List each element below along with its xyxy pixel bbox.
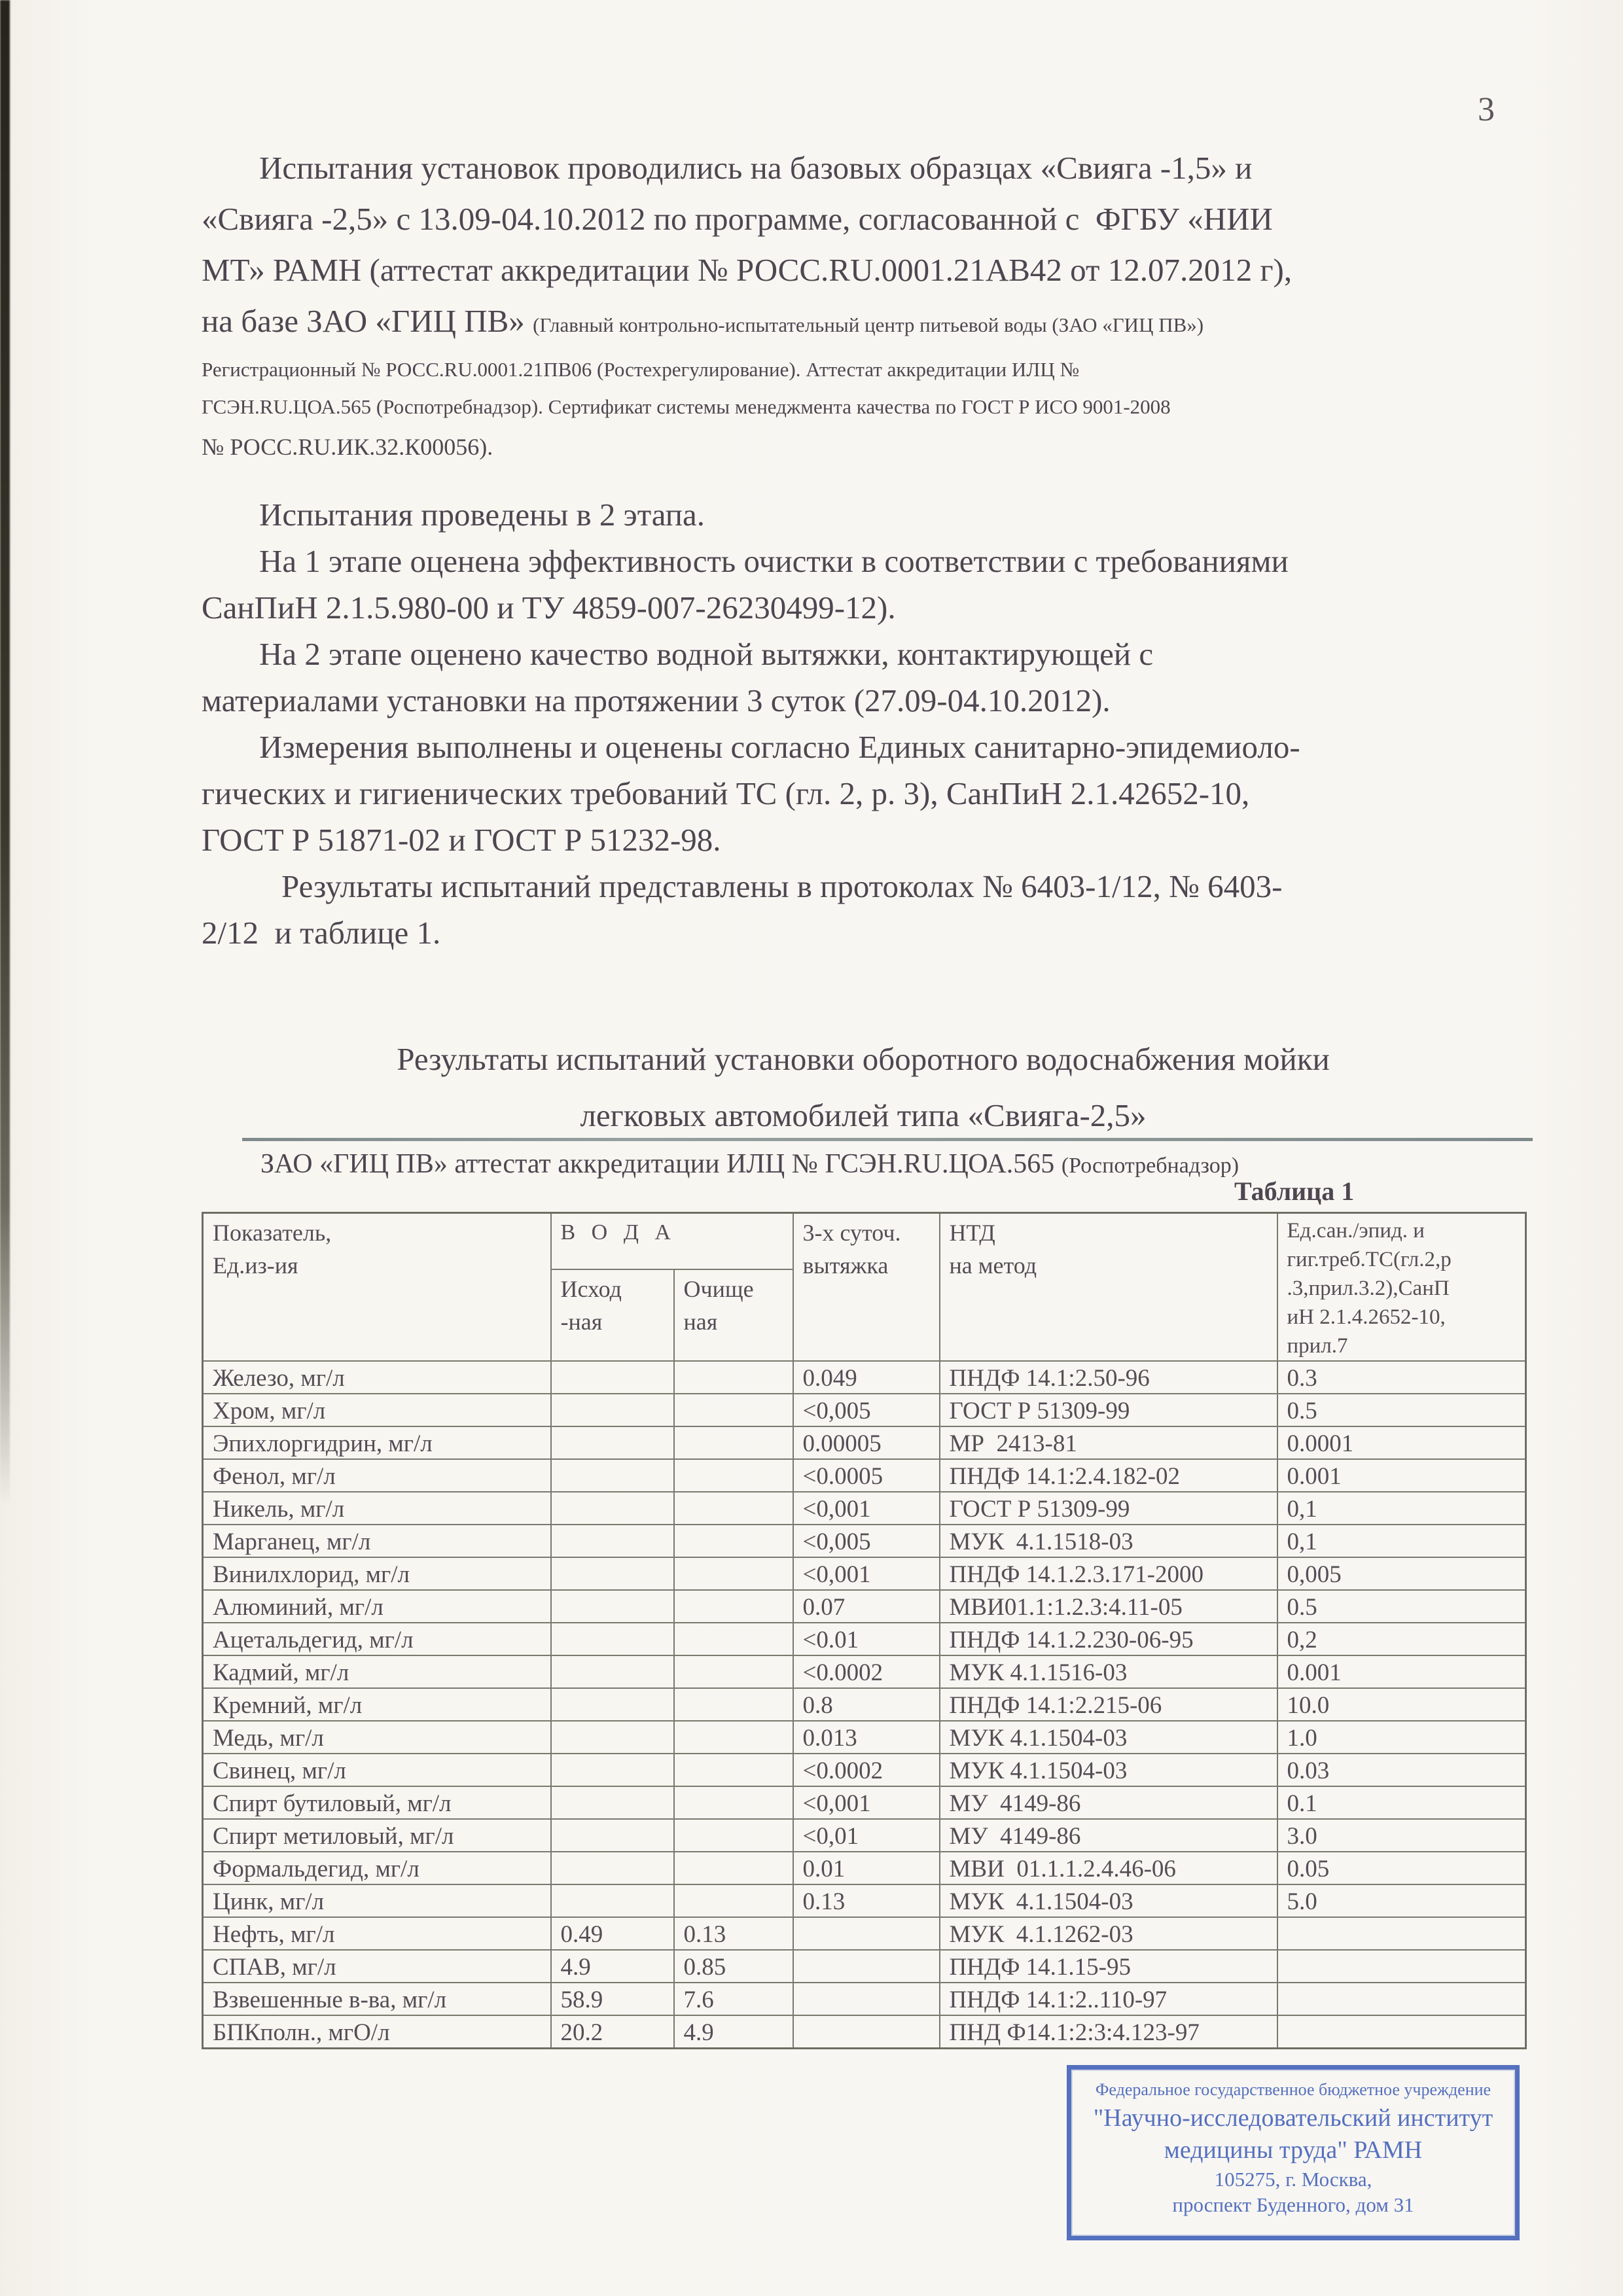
indicator-cell: Формальдегид, мг/л xyxy=(203,1852,551,1884)
source-value-cell: 0.49 xyxy=(551,1917,674,1950)
method-cell: ПНД Ф14.1:2:3:4.123-97 xyxy=(940,2015,1277,2049)
text-segment: гических и гигиенических требований ТС (гл. 2, р. 3), СанПиН 2.1.42652-10, xyxy=(202,775,1250,811)
purified-value-cell xyxy=(674,1721,793,1754)
text-segment: № РОСС.RU.ИК.32.К00056). xyxy=(202,434,493,460)
indicator-cell: Эпихлоргидрин, мг/л xyxy=(203,1426,551,1459)
table-title-line1: Результаты испытаний установки оборотного водоснабжения мойки xyxy=(397,1041,1330,1077)
text-line xyxy=(202,678,1510,724)
purified-value-cell xyxy=(674,1819,793,1852)
indicator-cell: Свинец, мг/л xyxy=(203,1754,551,1786)
indicator-cell: Марганец, мг/л xyxy=(203,1525,551,1557)
purified-value-cell: 0.13 xyxy=(674,1917,793,1950)
text-segment: На 1 этапе оценена эффективность очистки в соответствии с требованиями xyxy=(259,543,1289,579)
table-row xyxy=(203,1623,1526,1655)
purified-value-cell xyxy=(674,1786,793,1819)
norm-cell: 0.0001 xyxy=(1277,1426,1526,1459)
text-line xyxy=(202,194,1510,245)
extract-value-cell xyxy=(793,2015,940,2049)
table-row xyxy=(203,1525,1526,1557)
purified-value-cell: 7.6 xyxy=(674,1983,793,2015)
institute-stamp xyxy=(1067,2065,1520,2240)
norm-cell: 3.0 xyxy=(1277,1819,1526,1852)
text-line xyxy=(202,539,1510,585)
table-row xyxy=(203,1426,1526,1459)
table-row xyxy=(203,1459,1526,1492)
results-table xyxy=(202,1212,1527,2049)
text-line xyxy=(202,724,1510,771)
norm-cell xyxy=(1277,2015,1526,2049)
source-value-cell xyxy=(551,1557,674,1590)
extract-value-cell: <0.01 xyxy=(793,1623,940,1655)
table-row xyxy=(203,1590,1526,1623)
text-segment: «Свияга -2,5» с 13.09-04.10.2012 по программе, согласованной с ФГБУ «НИИ xyxy=(202,201,1273,237)
source-value-cell xyxy=(551,1394,674,1426)
extract-value-cell: <0,001 xyxy=(793,1557,940,1590)
paragraph-accreditation xyxy=(202,143,1510,468)
lab-accreditation-paren: (Роспотребнадзор) xyxy=(1061,1154,1240,1178)
text-line xyxy=(202,817,1510,864)
norm-cell xyxy=(1277,1950,1526,1983)
extract-value-cell xyxy=(793,1917,940,1950)
text-segment: СанПиН 2.1.5.980-00 и ТУ 4859-007-26230499-12). xyxy=(202,590,896,626)
extract-value-cell xyxy=(793,1950,940,1983)
results-table-body xyxy=(203,1361,1526,2049)
method-cell: МУ 4149-86 xyxy=(940,1786,1277,1819)
indicator-cell: Железо, мг/л xyxy=(203,1361,551,1394)
source-value-cell xyxy=(551,1426,674,1459)
indicator-cell: Кадмий, мг/л xyxy=(203,1655,551,1688)
norm-cell: 0.05 xyxy=(1277,1852,1526,1884)
indicator-cell: Никель, мг/л xyxy=(203,1492,551,1525)
text-segment: Результаты испытаний представлены в протоколах № 6403-1/12, № 6403- xyxy=(281,868,1283,904)
text-line xyxy=(202,143,1510,194)
norm-cell: 0.001 xyxy=(1277,1459,1526,1492)
text-line xyxy=(202,492,1510,539)
purified-value-cell: 0.85 xyxy=(674,1950,793,1983)
source-value-cell xyxy=(551,1754,674,1786)
method-cell: ПНДФ 14.1:2.50-96 xyxy=(940,1361,1277,1394)
table-row xyxy=(203,1917,1526,1950)
source-value-cell: 58.9 xyxy=(551,1983,674,2015)
method-cell: ПНДФ 14.1.15-95 xyxy=(940,1950,1277,1983)
purified-value-cell xyxy=(674,1525,793,1557)
indicator-cell: СПАВ, мг/л xyxy=(203,1950,551,1983)
scan-edge-artifact xyxy=(0,0,10,1505)
source-value-cell xyxy=(551,1492,674,1525)
horizontal-rule xyxy=(242,1138,1533,1141)
table-title-line2: легковых автомобилей типа «Свияга-2,5» xyxy=(580,1097,1147,1133)
indicator-cell: Алюминий, мг/л xyxy=(203,1590,551,1623)
norm-cell: 0,1 xyxy=(1277,1492,1526,1525)
norm-cell: 1.0 xyxy=(1277,1721,1526,1754)
method-cell: МУК 4.1.1504-03 xyxy=(940,1754,1277,1786)
method-cell: МУК 4.1.1504-03 xyxy=(940,1884,1277,1917)
text-segment: на базе ЗАО «ГИЦ ПВ» xyxy=(202,303,533,339)
table-row xyxy=(203,1786,1526,1819)
method-cell: МУК 4.1.1518-03 xyxy=(940,1525,1277,1557)
table-row xyxy=(203,1884,1526,1917)
norm-cell: 0.001 xyxy=(1277,1655,1526,1688)
norm-cell: 0,2 xyxy=(1277,1623,1526,1655)
method-cell: ПНДФ 14.1:2.215-06 xyxy=(940,1688,1277,1721)
stamp-line: проспект Буденного, дом 31 xyxy=(1172,2193,1414,2216)
table-row xyxy=(203,1950,1526,1983)
purified-value-cell xyxy=(674,1426,793,1459)
method-cell: МУ 4149-86 xyxy=(940,1819,1277,1852)
norm-cell: 0,1 xyxy=(1277,1525,1526,1557)
source-value-cell xyxy=(551,1590,674,1623)
extract-value-cell: <0,01 xyxy=(793,1819,940,1852)
extract-value-cell: <0,001 xyxy=(793,1786,940,1819)
extract-value-cell: <0.0002 xyxy=(793,1655,940,1688)
text-line xyxy=(202,771,1510,817)
table-row xyxy=(203,1655,1526,1688)
purified-value-cell xyxy=(674,1754,793,1786)
norm-cell: 0.1 xyxy=(1277,1786,1526,1819)
text-line xyxy=(202,425,1510,468)
stamp-line: медицины труда" РАМН xyxy=(1164,2136,1423,2164)
purified-value-cell xyxy=(674,1557,793,1590)
table-title xyxy=(202,1031,1525,1144)
norm-cell: 0.5 xyxy=(1277,1394,1526,1426)
purified-value-cell xyxy=(674,1688,793,1721)
extract-value-cell: 0.07 xyxy=(793,1590,940,1623)
text-line xyxy=(202,245,1510,296)
text-line xyxy=(202,910,1510,957)
text-segment: ГСЭН.RU.ЦОА.565 (Роспотребнадзор). Сертификат системы менеджмента качества по ГОСТ Р ИСО 9001-2008 xyxy=(202,395,1171,418)
source-value-cell xyxy=(551,1361,674,1394)
purified-value-cell xyxy=(674,1394,793,1426)
norm-cell: 10.0 xyxy=(1277,1688,1526,1721)
indicator-cell: Винилхлорид, мг/л xyxy=(203,1557,551,1590)
indicator-cell: Цинк, мг/л xyxy=(203,1884,551,1917)
source-value-cell xyxy=(551,1459,674,1492)
extract-value-cell: <0,001 xyxy=(793,1492,940,1525)
method-cell: ГОСТ Р 51309-99 xyxy=(940,1492,1277,1525)
text-line xyxy=(202,631,1510,678)
extract-value-cell: 0.01 xyxy=(793,1852,940,1884)
extract-value-cell: 0.013 xyxy=(793,1721,940,1754)
stamp-line: Федеральное государственное бюджетное учреждение xyxy=(1095,2080,1491,2099)
text-segment: Измерения выполнены и оценены согласно Единых санитарно-эпидемиоло- xyxy=(259,729,1300,765)
norm-cell xyxy=(1277,1983,1526,2015)
header-purified-water: Очище ная xyxy=(674,1269,793,1361)
table-row xyxy=(203,1852,1526,1884)
source-value-cell: 4.9 xyxy=(551,1950,674,1983)
header-norm: Ед.сан./эпид. и гиг.треб.ТС(гл.2,р .3,прил.3.2),СанП иН 2.1.4.2652-10, прил.7 xyxy=(1277,1213,1526,1362)
paragraph-test-stages xyxy=(202,492,1510,957)
source-value-cell xyxy=(551,1525,674,1557)
purified-value-cell xyxy=(674,1590,793,1623)
table-row xyxy=(203,1492,1526,1525)
purified-value-cell xyxy=(674,1884,793,1917)
purified-value-cell xyxy=(674,1361,793,1394)
norm-cell: 0,005 xyxy=(1277,1557,1526,1590)
text-segment: (Главный контрольно-испытательный центр питьевой воды (ЗАО «ГИЦ ПВ») xyxy=(533,313,1204,336)
text-line xyxy=(202,296,1510,351)
text-line xyxy=(202,585,1510,631)
method-cell: МВИ 01.1.1.2.4.46-06 xyxy=(940,1852,1277,1884)
source-value-cell xyxy=(551,1786,674,1819)
table-row xyxy=(203,1394,1526,1426)
indicator-cell: Кремний, мг/л xyxy=(203,1688,551,1721)
page-number: 3 xyxy=(1478,91,1495,128)
method-cell: МУК 4.1.1504-03 xyxy=(940,1721,1277,1754)
purified-value-cell: 4.9 xyxy=(674,2015,793,2049)
source-value-cell xyxy=(551,1623,674,1655)
table-row xyxy=(203,1721,1526,1754)
table-row xyxy=(203,1754,1526,1786)
header-indicator: Показатель, Ед.из-ия xyxy=(203,1213,551,1362)
norm-cell: 0.5 xyxy=(1277,1590,1526,1623)
extract-value-cell: 0.00005 xyxy=(793,1426,940,1459)
indicator-cell: БПКполн., мгО/л xyxy=(203,2015,551,2049)
extract-value-cell: 0.13 xyxy=(793,1884,940,1917)
text-segment: Испытания установок проводились на базовых образцах «Свияга -1,5» и xyxy=(259,150,1253,186)
norm-cell: 5.0 xyxy=(1277,1884,1526,1917)
header-extract: 3-х суточ. вытяжка xyxy=(793,1213,940,1362)
method-cell: МУК 4.1.1516-03 xyxy=(940,1655,1277,1688)
indicator-cell: Хром, мг/л xyxy=(203,1394,551,1426)
extract-value-cell: <0.0002 xyxy=(793,1754,940,1786)
table-caption: Таблица 1 xyxy=(1234,1176,1355,1206)
text-line xyxy=(202,388,1510,425)
purified-value-cell xyxy=(674,1459,793,1492)
stamp-line: 105275, г. Москва, xyxy=(1214,2168,1372,2191)
norm-cell: 0.3 xyxy=(1277,1361,1526,1394)
extract-value-cell: <0.0005 xyxy=(793,1459,940,1492)
table-row xyxy=(203,1361,1526,1394)
extract-value-cell: <0,005 xyxy=(793,1525,940,1557)
extract-value-cell: 0.8 xyxy=(793,1688,940,1721)
indicator-cell: Спирт метиловый, мг/л xyxy=(203,1819,551,1852)
header-water-group: В О Д А xyxy=(551,1213,793,1270)
method-cell: ПНДФ 14.1.2.230-06-95 xyxy=(940,1623,1277,1655)
table-row xyxy=(203,1983,1526,2015)
indicator-cell: Ацетальдегид, мг/л xyxy=(203,1623,551,1655)
extract-value-cell: 0.049 xyxy=(793,1361,940,1394)
purified-value-cell xyxy=(674,1655,793,1688)
results-table-header xyxy=(203,1213,1526,1362)
method-cell: ПНДФ 14.1.2.3.171-2000 xyxy=(940,1557,1277,1590)
source-value-cell xyxy=(551,1688,674,1721)
method-cell: ПНДФ 14.1:2.4.182-02 xyxy=(940,1459,1277,1492)
text-line xyxy=(202,351,1510,388)
method-cell: ПНДФ 14.1:2..110-97 xyxy=(940,1983,1277,2015)
stamp-line: "Научно-исследовательский институт xyxy=(1093,2104,1493,2132)
indicator-cell: Нефть, мг/л xyxy=(203,1917,551,1950)
purified-value-cell xyxy=(674,1852,793,1884)
text-segment: Испытания проведены в 2 этапа. xyxy=(259,497,705,533)
text-segment: На 2 этапе оценено качество водной вытяжки, контактирующей с xyxy=(259,636,1154,672)
table-row xyxy=(203,1557,1526,1590)
table-row xyxy=(203,2015,1526,2049)
text-segment: материалами установки на протяжении 3 суток (27.09-04.10.2012). xyxy=(202,682,1111,718)
header-source-water: Исход -ная xyxy=(551,1269,674,1361)
indicator-cell: Спирт бутиловый, мг/л xyxy=(203,1786,551,1819)
text-segment: 2/12 и таблице 1. xyxy=(202,915,441,951)
source-value-cell: 20.2 xyxy=(551,2015,674,2049)
table-row xyxy=(203,1688,1526,1721)
source-value-cell xyxy=(551,1721,674,1754)
extract-value-cell xyxy=(793,1983,940,2015)
source-value-cell xyxy=(551,1852,674,1884)
lab-accreditation-main: ЗАО «ГИЦ ПВ» аттестат аккредитации ИЛЦ № ГСЭН.RU.ЦОА.565 xyxy=(260,1149,1061,1179)
purified-value-cell xyxy=(674,1492,793,1525)
header-method: НТД на метод xyxy=(940,1213,1277,1362)
method-cell: МР 2413-81 xyxy=(940,1426,1277,1459)
source-value-cell xyxy=(551,1655,674,1688)
text-line xyxy=(202,864,1510,910)
purified-value-cell xyxy=(674,1623,793,1655)
norm-cell: 0.03 xyxy=(1277,1754,1526,1786)
indicator-cell: Взвешенные в-ва, мг/л xyxy=(203,1983,551,2015)
method-cell: МВИ01.1:1.2.3:4.11-05 xyxy=(940,1590,1277,1623)
source-value-cell xyxy=(551,1819,674,1852)
method-cell: ГОСТ Р 51309-99 xyxy=(940,1394,1277,1426)
text-segment: МТ» РАМН (аттестат аккредитации № РОСС.RU.0001.21АВ42 от 12.07.2012 г), xyxy=(202,252,1293,288)
method-cell: МУК 4.1.1262-03 xyxy=(940,1917,1277,1950)
table-row xyxy=(203,1819,1526,1852)
indicator-cell: Фенол, мг/л xyxy=(203,1459,551,1492)
extract-value-cell: <0,005 xyxy=(793,1394,940,1426)
norm-cell xyxy=(1277,1917,1526,1950)
text-segment: Регистрационный № РОСС.RU.0001.21ПВ06 (Ростехрегулирование). Аттестат аккредитации ИЛЦ № xyxy=(202,358,1080,381)
indicator-cell: Медь, мг/л xyxy=(203,1721,551,1754)
source-value-cell xyxy=(551,1884,674,1917)
text-segment: ГОСТ Р 51871-02 и ГОСТ Р 51232-98. xyxy=(202,822,721,858)
